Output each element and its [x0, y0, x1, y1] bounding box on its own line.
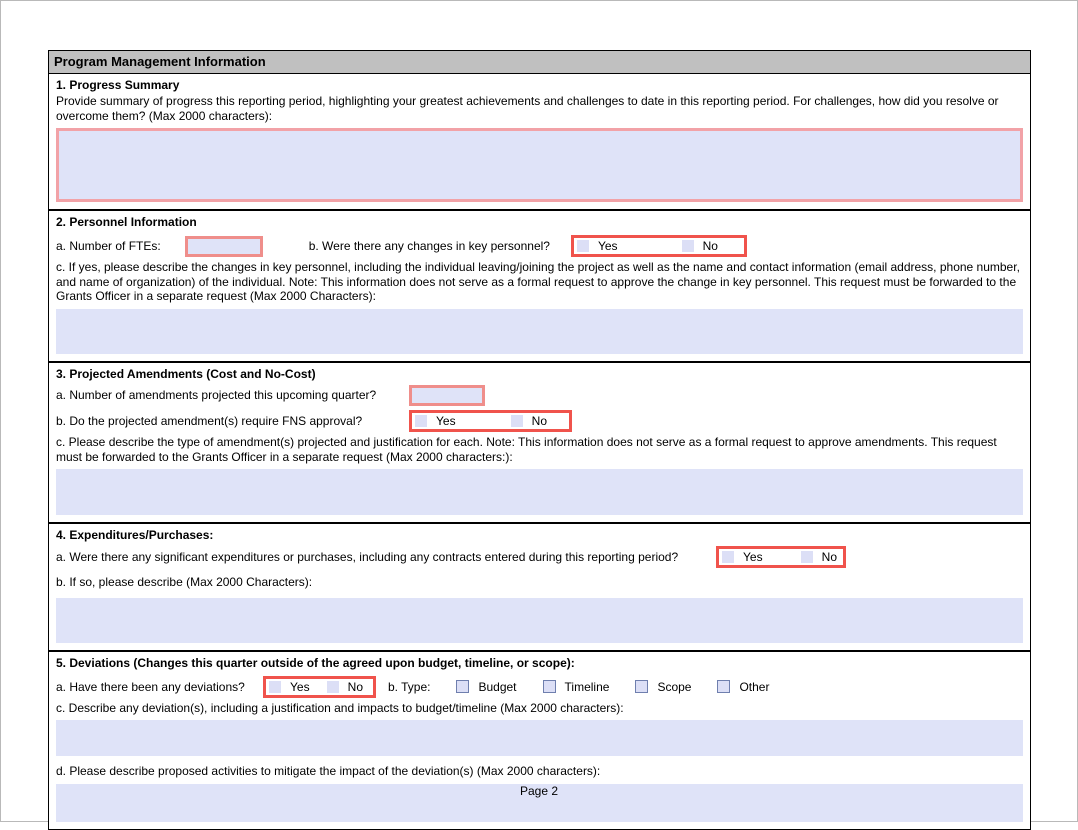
- form-body: [48, 74, 1031, 830]
- deviations-yes-no-group: [263, 676, 376, 698]
- deviation-type-label: b. Type:: [388, 679, 431, 694]
- expenditures-yes-no-group: [716, 546, 846, 568]
- yes-label: Yes: [743, 550, 763, 565]
- expenditures-describe-label: b. If so, please describe (Max 2000 Characters):: [56, 575, 313, 590]
- personnel-changes-textarea[interactable]: [56, 309, 1023, 354]
- no-checkbox[interactable]: [801, 551, 813, 563]
- amendments-count-input[interactable]: [409, 385, 485, 406]
- section-deviations: [49, 650, 1030, 829]
- no-checkbox[interactable]: [327, 681, 339, 693]
- amendments-describe-textarea[interactable]: [56, 469, 1023, 515]
- section-personnel-information: [49, 209, 1030, 361]
- form-section-header: Program Management Information: [48, 50, 1031, 74]
- personnel-description: c. If yes, please describe the changes in key personnel, including the individual leaving/joining the project as well as the name and contact information (email address, phone number, and name of organization) of the individual. Note: This information does not serve as a formal request to approve the change in key personnel. This request must be forwarded to the Grants Officer in a separate request (Max 2000 Characters):: [56, 260, 1020, 304]
- fte-input[interactable]: [185, 236, 263, 257]
- page-number: Page 2: [519, 784, 559, 798]
- no-label: No: [347, 679, 363, 694]
- deviations-describe-label: c. Describe any deviation(s), including a justification and impacts to budget/timeline (Max 2000 characters):: [56, 700, 624, 715]
- expenditures-question-label: a. Were there any significant expenditures or purchases, including any contracts entered during this reporting period?: [56, 550, 679, 565]
- deviation-type-budget: [456, 680, 516, 694]
- section-title: 5. Deviations (Changes this quarter outside of the agreed upon budget, timeline, or scope):: [56, 655, 575, 670]
- key-personnel-question-label: b. Were there any changes in key personnel?: [308, 239, 550, 254]
- expenditures-describe-textarea[interactable]: [56, 598, 1023, 643]
- deviation-type-scope: [635, 680, 691, 694]
- deviations-mitigate-label: d. Please describe proposed activities to mitigate the impact of the deviation(s) (Max 2000 characters):: [56, 764, 601, 779]
- timeline-label: Timeline: [564, 679, 610, 694]
- yes-label: Yes: [436, 413, 456, 428]
- deviations-row-a-b: [56, 676, 1023, 698]
- budget-checkbox[interactable]: [456, 680, 469, 693]
- no-checkbox[interactable]: [511, 415, 523, 427]
- other-checkbox[interactable]: [717, 680, 730, 693]
- no-label: No: [531, 413, 547, 428]
- key-personnel-yes-no-group: [571, 235, 747, 257]
- amendments-description: c. Please describe the type of amendment(s) projected and justification for each. Note: This information does not serve as a formal request to approve amendments. This request must be forwarded to the Grants Officer in a separate request (Max 2000 characters:):: [56, 434, 997, 464]
- expenditures-row-a: [56, 546, 1023, 568]
- yes-checkbox[interactable]: [269, 681, 281, 693]
- progress-description: Provide summary of progress this reporting period, highlighting your greatest achievements and challenges to date in this reporting period. For challenges, how did you resolve or overcome them? (Max 2000 characters):: [56, 94, 999, 123]
- deviations-question-label: a. Have there been any deviations?: [56, 679, 245, 694]
- amendments-count-label: a. Number of amendments projected this upcoming quarter?: [56, 388, 377, 403]
- deviation-type-other: [717, 680, 769, 694]
- deviation-type-timeline: [543, 680, 610, 694]
- no-label: No: [702, 239, 718, 254]
- yes-checkbox[interactable]: [722, 551, 734, 563]
- section-title: 4. Expenditures/Purchases:: [56, 528, 214, 543]
- no-checkbox[interactable]: [682, 240, 694, 252]
- section-title: 3. Projected Amendments (Cost and No-Cost): [56, 366, 316, 381]
- fns-approval-question-label: b. Do the projected amendment(s) require FNS approval?: [56, 413, 363, 428]
- progress-summary-textarea[interactable]: [56, 128, 1023, 202]
- scope-checkbox[interactable]: [635, 680, 648, 693]
- other-label: Other: [739, 679, 770, 694]
- amendments-row-b: [56, 410, 1023, 432]
- section-expenditures-purchases: [49, 522, 1030, 650]
- no-label: No: [821, 550, 837, 565]
- yes-label: Yes: [597, 239, 618, 254]
- yes-label: Yes: [290, 679, 310, 694]
- deviations-describe-textarea[interactable]: [56, 720, 1023, 756]
- section-projected-amendments: [49, 361, 1030, 522]
- fns-approval-yes-no-group: [409, 410, 572, 432]
- section-progress-summary: [49, 74, 1030, 209]
- program-management-form: [48, 50, 1031, 830]
- personnel-row-a-b: [56, 235, 1023, 257]
- yes-checkbox[interactable]: [415, 415, 427, 427]
- scope-label: Scope: [657, 679, 692, 694]
- timeline-checkbox[interactable]: [543, 680, 556, 693]
- section-title: 2. Personnel Information: [56, 215, 197, 230]
- fte-label: a. Number of FTEs:: [56, 239, 161, 254]
- amendments-row-a: [56, 385, 1023, 406]
- yes-checkbox[interactable]: [577, 240, 589, 252]
- budget-label: Budget: [478, 679, 517, 694]
- section-title: 1. Progress Summary: [56, 78, 180, 92]
